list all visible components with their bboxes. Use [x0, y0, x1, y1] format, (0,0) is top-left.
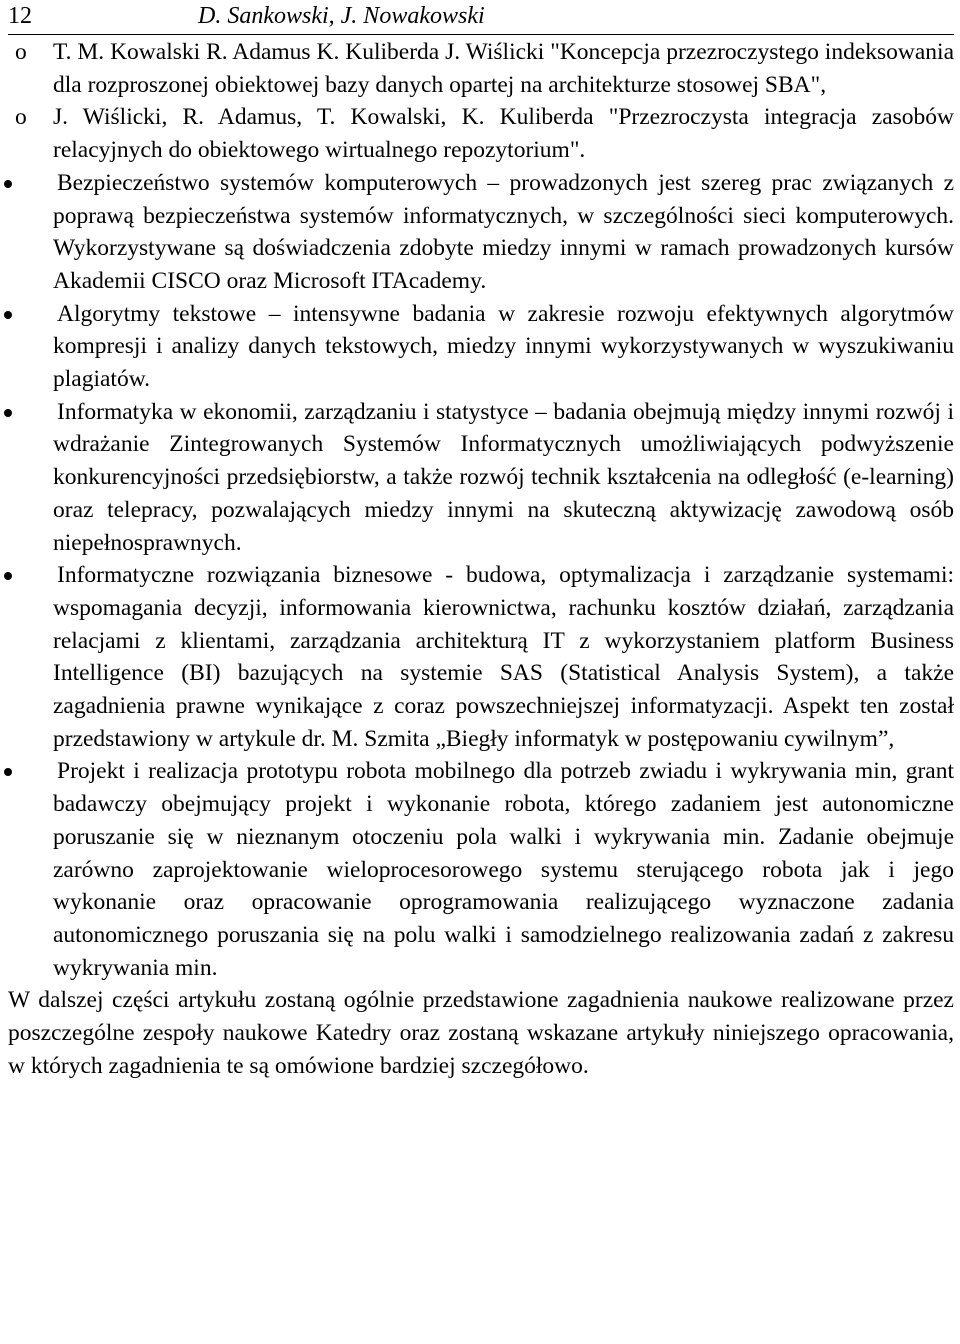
bullet-item-text: Informatyczne rozwiązania biznesowe - budowa, optymalizacja i zarządzanie systemami: wspomagania decyzji, informowania kierownictwa, rachunku kosztów działań, zarządzania relacjami z klientami, zarządzania architekturą IT z wykorzystaniem platform Business Intelligence (BI) bazujących na systemie SAS (Statistical Analysis System), a także zagadnienia prawne wynikające z coraz powszechniejszej informatyzacji. Aspekt ten został przedstawiony w artykule dr. M. Szmita „Biegły informatyk w postępowaniu cywilnym”,	[53, 562, 954, 752]
bullet-icon	[4, 409, 12, 417]
sub-list-item	[15, 101, 960, 166]
bullet-list-item	[53, 755, 960, 984]
running-title: D. Sankowski, J. Nowakowski	[198, 3, 485, 29]
page-body	[0, 36, 960, 1083]
bullet-item-text: Informatyka w ekonomii, zarządzaniu i statystyce – badania obejmują między innymi rozwój i wdrażanie Zintegrowanych Systemów Informatycznych umożliwiających podwyższenie konkurencyjności przedsiębiorstw, a także rozwój technik kształcenia na odległość (e-learning) oraz telepracy, pozwalających miedzy innymi na skuteczną aktywizację zawodową osób niepełnosprawnych.	[53, 398, 954, 556]
bullet-list-item	[53, 167, 960, 298]
bullet-list-item	[53, 559, 960, 755]
bullet-item-text: Algorytmy tekstowe – intensywne badania w zakresie rozwoju efektywnych algorytmów kompresji i analizy danych tekstowych, miedzy innymi wykorzystywanych w wyszukiwaniu plagiatów.	[53, 300, 954, 393]
sub-list-item-text: T. M. Kowalski R. Adamus K. Kuliberda J. Wiślicki "Koncepcja przezroczystego indeksowania dla rozproszonej obiektowej bazy danych opartej na architekturze stosowej SBA",	[53, 39, 954, 98]
bullet-list-item	[53, 396, 960, 560]
sub-list-marker: o	[15, 104, 27, 131]
page-header	[8, 0, 954, 35]
sub-list-item	[15, 36, 960, 101]
bullet-icon	[4, 572, 12, 580]
bullet-item-text: Bezpieczeństwo systemów komputerowych – prowadzonych jest szereg prac związanych z poprawą bezpieczeństwa systemów informatycznych, w szczególności sieci komputerowych. Wykorzystywane są doświadczenia zdobyte miedzy innymi w ramach prowadzonych kursów Akademii CISCO oraz Microsoft ITAcademy.	[53, 169, 954, 294]
closing-paragraph: W dalszej części artykułu zostaną ogólnie przedstawione zagadnienia naukowe realizowane przez poszczególne zespoły naukowe Katedry oraz zostaną wskazane artykuły niniejszego opracowania, w których zagadnienia te są omówione bardziej szczegółowo.	[8, 987, 954, 1079]
bullet-icon	[4, 311, 12, 319]
bullet-icon	[4, 768, 12, 776]
bullet-icon	[4, 180, 12, 188]
page-number: 12	[8, 3, 32, 29]
bullet-item-text: Projekt i realizacja prototypu robota mobilnego dla potrzeb zwiadu i wykrywania min, grant badawczy obejmujący projekt i wykonanie robota, którego zadaniem jest autonomiczne poruszanie się w nieznanym otoczeniu pola walki i wykrywania min. Zadanie obejmuje zarówno zaprojektowanie wieloprocesorowego systemu sterującego robota jak i jego wykonanie oraz opracowanie oprogramowania realizującego wyznaczone zadania autonomicznego poruszania się na polu walki i samodzielnego realizowania zadań z zakresu wykrywania min.	[53, 758, 954, 981]
sub-list-item-text: J. Wiślicki, R. Adamus, T. Kowalski, K. Kuliberda "Przezroczysta integracja zasobów relacyjnych do obiektowego wirtualnego repozytorium".	[53, 104, 954, 164]
sub-list-marker: o	[15, 39, 27, 65]
bullet-list-item	[53, 298, 960, 396]
